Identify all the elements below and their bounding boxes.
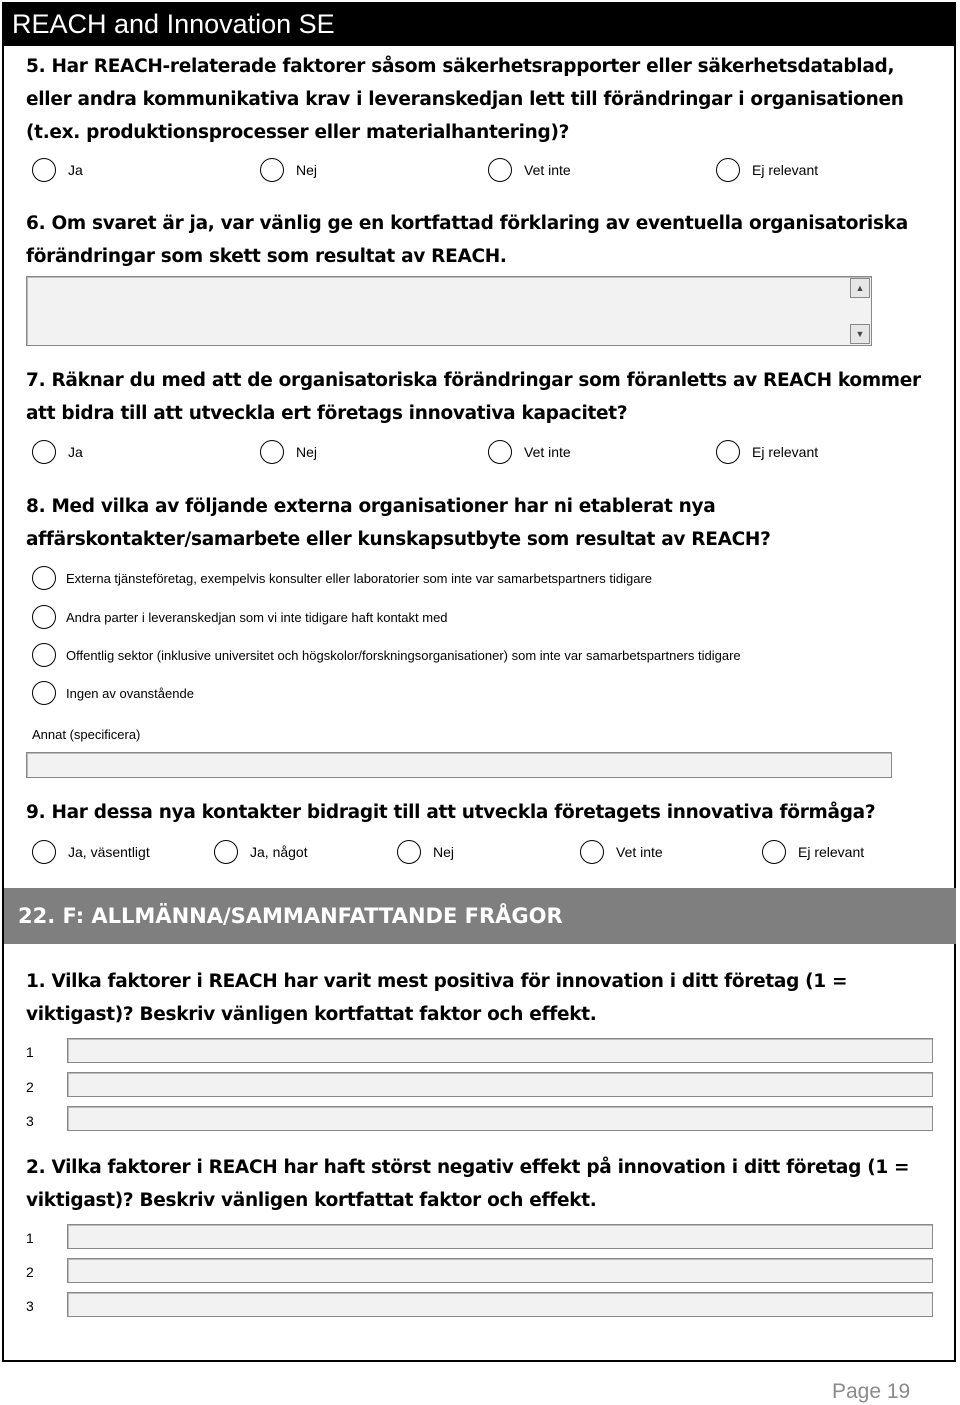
s1-input-2[interactable] — [67, 1072, 933, 1097]
radio-button[interactable] — [716, 158, 740, 182]
radio-button[interactable] — [32, 840, 56, 864]
summary-question-2: 2. Vilka faktorer i REACH har haft störst negativ effekt på innovation i ditt företag (1 = viktigast)? Beskriv vänligen kortfattat faktor och effekt. — [26, 1157, 910, 1211]
radio-button[interactable] — [214, 840, 238, 864]
radio-button[interactable] — [762, 840, 786, 864]
radio-button[interactable] — [580, 840, 604, 864]
row-number: 2 — [26, 1079, 34, 1095]
q8-other-input[interactable] — [26, 752, 892, 778]
q9-option-ja-vasentligt[interactable]: Ja, väsentligt — [32, 840, 150, 864]
q7-option-ej-relevant[interactable]: Ej relevant — [716, 440, 818, 464]
survey-title: REACH and Innovation SE — [2, 2, 956, 46]
q5-option-ja[interactable]: Ja — [32, 158, 83, 182]
question-9: 9. Har dessa nya kontakter bidragit till att utveckla företagets innovativa förmåga? — [26, 802, 876, 823]
question-7: 7. Räknar du med att de organisatoriska förändringar som föranletts av REACH kommer att bidra till att utveckla ert företags innovativa kapacitet? — [26, 370, 921, 424]
q9-option-ej-relevant[interactable]: Ej relevant — [762, 840, 864, 864]
checkbox-circle[interactable] — [32, 566, 56, 590]
radio-button[interactable] — [488, 158, 512, 182]
row-number: 1 — [26, 1230, 34, 1246]
row-number: 2 — [26, 1264, 34, 1280]
q9-option-nej[interactable]: Nej — [397, 840, 454, 864]
row-number: 3 — [26, 1113, 34, 1129]
s2-input-1[interactable] — [67, 1224, 933, 1249]
s1-input-3[interactable] — [67, 1106, 933, 1131]
question-8: 8. Med vilka av följande externa organisationer har ni etablerat nya affärskontakter/samarbete eller kunskapsutbyte som resultat av REACH? — [26, 496, 771, 550]
q9-option-vet-inte[interactable]: Vet inte — [580, 840, 663, 864]
summary-question-1: 1. Vilka faktorer i REACH har varit mest positiva för innovation i ditt företag (1 = viktigast)? Beskriv vänligen kortfattat faktor och effekt. — [26, 971, 848, 1025]
radio-button[interactable] — [397, 840, 421, 864]
q7-option-ja[interactable]: Ja — [32, 440, 83, 464]
checkbox-circle[interactable] — [32, 681, 56, 705]
q5-option-vet-inte[interactable]: Vet inte — [488, 158, 571, 182]
row-number: 3 — [26, 1298, 34, 1314]
checkbox-circle[interactable] — [32, 605, 56, 629]
scroll-up-arrow-icon[interactable]: ▲ — [850, 278, 870, 298]
q8-option-public-sector[interactable]: Offentlig sektor (inklusive universitet och högskolor/forskningsorganisationer) som inte var samarbetspartners tidigare — [32, 643, 741, 667]
q7-option-vet-inte[interactable]: Vet inte — [488, 440, 571, 464]
checkbox-circle[interactable] — [32, 643, 56, 667]
question-5: 5. Har REACH-relaterade faktorer såsom säkerhetsrapporter eller säkerhetsdatablad, eller andra kommunikativa krav i leveranskedjan lett till förändringar i organisationen (t.ex. produktionsprocesser eller materialhantering)? — [26, 56, 904, 143]
q8-option-external-services[interactable]: Externa tjänsteföretag, exempelvis konsulter eller laboratorier som inte var samarbetspartners tidigare — [32, 566, 652, 590]
q8-other-label: Annat (specificera) — [32, 727, 141, 742]
row-number: 1 — [26, 1044, 34, 1060]
s2-input-3[interactable] — [67, 1292, 933, 1317]
question-6: 6. Om svaret är ja, var vänlig ge en kortfattad förklaring av eventuella organisatoriska förändringar som skett som resultat av REACH. — [26, 213, 908, 267]
scroll-down-arrow-icon[interactable]: ▼ — [850, 324, 870, 344]
q6-textarea[interactable] — [26, 276, 872, 346]
q5-option-nej[interactable]: Nej — [260, 158, 317, 182]
s1-input-1[interactable] — [67, 1038, 933, 1063]
section-header-22: 22. F: ALLMÄNNA/SAMMANFATTANDE FRÅGOR — [4, 888, 956, 944]
q5-option-ej-relevant[interactable]: Ej relevant — [716, 158, 818, 182]
radio-button[interactable] — [32, 440, 56, 464]
radio-button[interactable] — [716, 440, 740, 464]
s2-input-2[interactable] — [67, 1258, 933, 1283]
page-number: Page 19 — [832, 1380, 911, 1403]
radio-button[interactable] — [260, 440, 284, 464]
radio-button[interactable] — [260, 158, 284, 182]
q9-option-ja-nagot[interactable]: Ja, något — [214, 840, 308, 864]
q8-option-supply-chain[interactable]: Andra parter i leveranskedjan som vi inte tidigare haft kontakt med — [32, 605, 448, 629]
q7-option-nej[interactable]: Nej — [260, 440, 317, 464]
radio-button[interactable] — [488, 440, 512, 464]
q8-option-none[interactable]: Ingen av ovanstående — [32, 681, 194, 705]
radio-button[interactable] — [32, 158, 56, 182]
